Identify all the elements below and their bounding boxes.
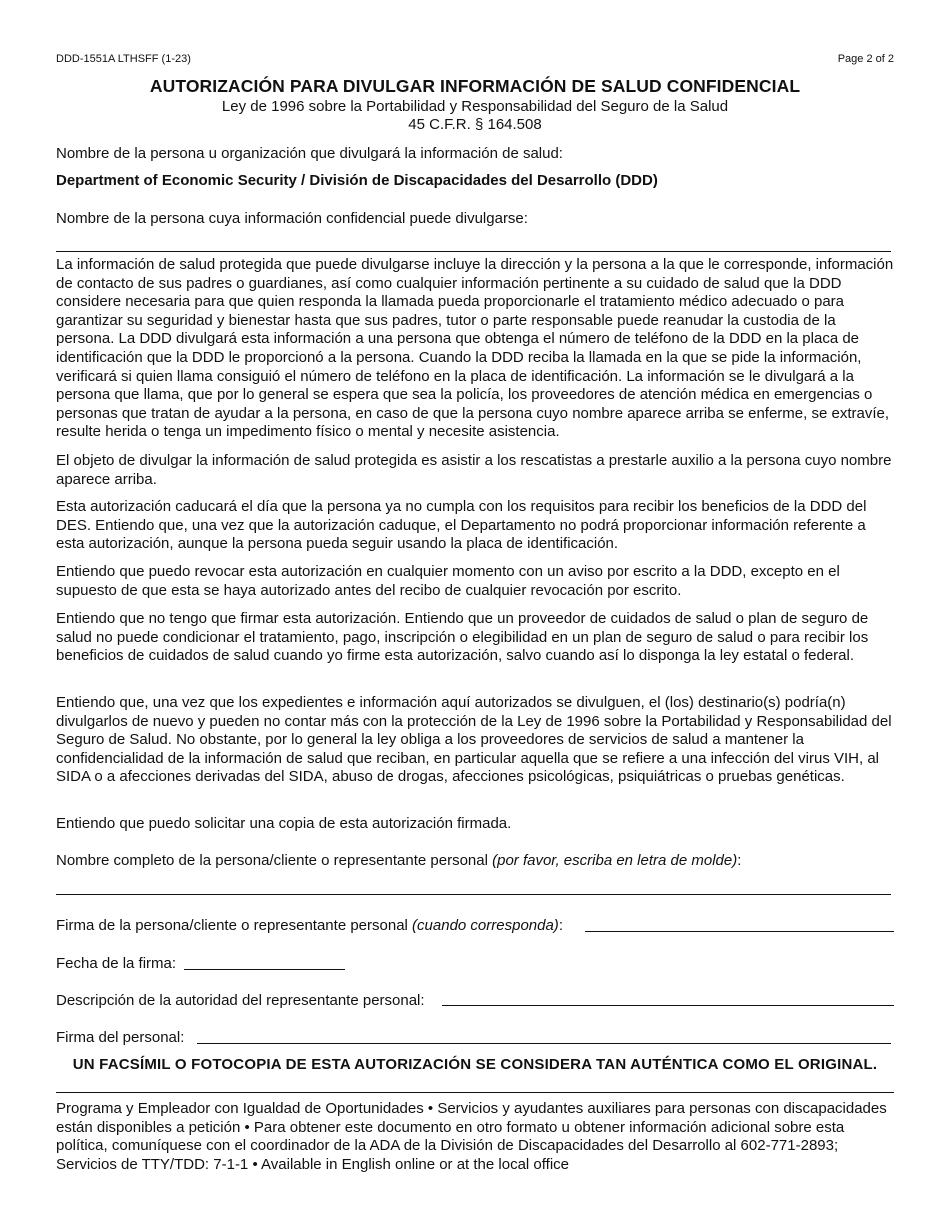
staff-signature-line[interactable] bbox=[197, 1043, 891, 1044]
paragraph-purpose: El objeto de divulgar la información de salud protegida es asistir a los rescatistas a prestarle auxilio a la persona cuyo nombre aparece arriba. bbox=[56, 452, 892, 488]
full-name-line[interactable] bbox=[56, 894, 891, 895]
signature-line[interactable] bbox=[585, 931, 894, 932]
signature-hint: (cuando corresponda) bbox=[412, 917, 559, 934]
full-name-label: Nombre completo de la persona/cliente o representante personal (por favor, escriba en letra de molde): bbox=[56, 852, 742, 869]
paragraph-no-obligation: Entiendo que no tengo que firmar esta autorización. Entiendo que un proveedor de cuidados de salud o plan de seguro de salud no puede condicionar el tratamiento, pago, inscripción o elegibilidad en un plan de seguro de salud o para recibir los beneficios de cuidados de salud cuando yo firme esta autorización, salvo cuando así lo disponga la ley estatal o federal. bbox=[56, 610, 869, 665]
subject-name-line[interactable] bbox=[56, 251, 891, 252]
signature-label: Firma de la persona/cliente o representante personal bbox=[56, 917, 408, 934]
staff-signature-label: Firma del personal: bbox=[56, 1029, 185, 1046]
paragraph-copy: Entiendo que puedo solicitar una copia de esta autorización firmada. bbox=[56, 815, 512, 832]
subtitle-cfr: 45 C.F.R. § 164.508 bbox=[408, 116, 542, 133]
facsimile-notice: UN FACSÍMIL O FOTOCOPIA DE ESTA AUTORIZACIÓN SE CONSIDERA TAN AUTÉNTICA COMO EL ORIGINAL. bbox=[72, 1056, 878, 1073]
full-name-label-text: Nombre completo de la persona/cliente o representante personal bbox=[56, 852, 488, 869]
date-line[interactable] bbox=[184, 969, 345, 970]
discloser-label: Nombre de la persona u organización que divulgará la información de salud: bbox=[56, 145, 563, 162]
page-number: Page 2 of 2 bbox=[837, 53, 894, 65]
paragraph-revocation: Entiendo que puedo revocar esta autorización en cualquier momento con un aviso por escrito a la DDD, excepto en el supuesto de que esta se haya autorizado antes del recibo de cualquier revocación por escrito. bbox=[56, 563, 840, 599]
paragraph-expiration: Esta autorización caducará el día que la persona ya no cumpla con los requisitos para recibir los beneficios de la DDD del DES. Entiendo que, una vez que la autorización caduque, el Departamento no podrá proporcionar información referente a esta autorización, aunque la persona pueda seguir usando la placa de identificación. bbox=[56, 498, 867, 553]
date-label: Fecha de la firma: bbox=[56, 955, 177, 972]
discloser-value: Department of Economic Security / División de Discapacidades del Desarrollo (DDD) bbox=[56, 172, 658, 189]
form-code: DDD-1551A LTHSFF (1-23) bbox=[56, 53, 191, 65]
authority-line[interactable] bbox=[442, 1005, 894, 1006]
subject-label: Nombre de la persona cuya información confidencial puede divulgarse: bbox=[56, 210, 528, 227]
footer-divider bbox=[56, 1092, 894, 1093]
page-title: AUTORIZACIÓN PARA DIVULGAR INFORMACIÓN DE SALUD CONFIDENCIAL bbox=[149, 76, 801, 96]
signature-row: Firma de la persona/cliente o representante personal (cuando corresponda): bbox=[56, 917, 563, 934]
paragraph-redisclosure: Entiendo que, una vez que los expedientes e información aquí autorizados se divulguen, el (los) destinario(s) podría(n) divulgarlos de nuevo y pueden no contar más con la protección de la Ley de 1996 sobre la Portabilidad y Responsabilidad del Seguro de Salud. No obstante, por lo general la ley obliga a los proveedores de servicios de salud a mantener la confidencialidad de la información de salud que reciban, en particular aquella que se refiere a una infección del virus VIH, al SIDA o a afecciones derivadas del SIDA, abuso de drogas, afecciones psicológicas, psiquiátricas o pruebas genéticas. bbox=[56, 694, 892, 786]
paragraph-disclosure-scope: La información de salud protegida que puede divulgarse incluye la dirección y la persona a la que le corresponde, información de contacto de sus padres o guardianes, así como cualquier información pertinente a su cuidado de salud que la DDD considere necesaria para que quien responda la llamada pueda proporcionarle el tratamiento médico adecuado o para garantizar su seguridad y bienestar hasta que sus padres, tutor o parte responsable puede reanudar la custodia de la persona. La DDD divulgará esta información a una persona que obtenga el número de teléfono de la DDD en la placa de identificación que la DDD le proporcionó a la persona. Cuando la DDD reciba la llamada en la que se pide la información, verificará si quien llama consiguió el número de teléfono en la placa de identificación. La información se le divulgará a la persona que llama, que por lo general se espera que sea la policía, los proveedores de atención médica en emergencias o personas que tratan de ayudar a la persona, en caso de que la persona cuyo nombre aparece arriba se enferme, se extravíe, resulte herida o tenga un impedimento físico o mental y necesite asistencia. bbox=[56, 256, 894, 441]
full-name-hint: (por favor, escriba en letra de molde) bbox=[492, 852, 738, 869]
authority-label: Descripción de la autoridad del representante personal: bbox=[56, 992, 425, 1009]
footer-text: Programa y Empleador con Igualdad de Oportunidades • Servicios y ayudantes auxiliares para personas con discapacidades están disponibles a petición • Para obtener este documento en otro formato u obtener información adicional sobre esta política, comuníquese con el coordinador de la ADA de la División de Discapacidades del Desarrollo al 602-771-2893; Servicios de TTY/TDD: 7-1-1 • Available in English online or at the local office bbox=[56, 1100, 887, 1173]
subtitle-law: Ley de 1996 sobre la Portabilidad y Responsabilidad del Seguro de la Salud bbox=[221, 98, 729, 115]
